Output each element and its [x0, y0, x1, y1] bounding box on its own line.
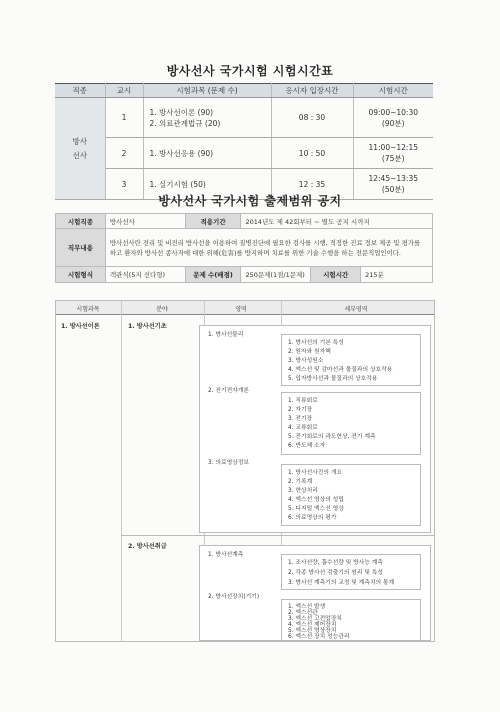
time-duration: (75분) — [381, 154, 405, 163]
time-range: 09:00~10:30 — [368, 107, 418, 117]
area-name: 1. 방사선물리 — [208, 332, 244, 338]
period-label: 적용기간 — [185, 214, 241, 229]
area-name: 3. 의료영상정보 — [208, 460, 249, 466]
schedule-header-row — [55, 84, 433, 98]
job-value: 방사선사 — [105, 214, 185, 229]
subject-line: 1. 실기시험 (50) — [149, 179, 206, 189]
period-value: 2014년도 제 42회부터 ~ 별도 공지 시까지 — [241, 214, 433, 229]
header-period: 교시 — [105, 84, 143, 98]
detail-item: 4. 엑스선 제어장치 — [288, 622, 337, 628]
table-row — [55, 98, 433, 138]
time-duration: (50분) — [381, 185, 405, 194]
detail-item: 3. 방사선 계측기의 교정 및 계측치의 통계 — [288, 580, 395, 586]
time-cell — [353, 98, 433, 138]
detail-item: 5. 전기회로의 과도현상, 전기 계측 — [288, 434, 376, 440]
header-subjects: 시험과목 (문제 수) — [143, 84, 271, 98]
table-row — [56, 267, 433, 283]
period-cell: 3 — [105, 169, 143, 200]
table-row — [56, 229, 433, 267]
detail-item: 2. 원자와 원자핵 — [288, 349, 331, 355]
detail-item: 1. 방사선의 기본 특성 — [288, 340, 344, 346]
scope-notice-title: 방사선사 국가시험 출제범위 공지 — [158, 194, 342, 208]
detail-item: 3. 엑스선 고전압장치 — [288, 616, 343, 622]
period-cell: 1 — [105, 98, 143, 138]
detail-item: 4. 엑스선 영상의 성립 — [288, 497, 344, 503]
time-range: 11:00~12:15 — [368, 143, 418, 152]
area-name: 2. 전기전자개론 — [208, 388, 249, 394]
detail-item: 3. 전기장 — [288, 416, 313, 422]
table-row — [56, 214, 433, 229]
header-job: 직종 — [55, 84, 105, 98]
subject-line: 1. 방사선응용 (90) — [149, 148, 214, 158]
field-name: 2. 방사선취급 — [128, 543, 167, 550]
field-divider — [121, 535, 434, 536]
subjects-cell — [143, 98, 271, 138]
detail-item: 3. 방사성원소 — [288, 358, 324, 364]
time-cell — [353, 138, 433, 169]
header-time: 시험시간 — [353, 84, 433, 98]
detail-item: 4. 교류회로 — [288, 425, 318, 431]
duty-label: 직무내용 — [56, 229, 106, 267]
detail-item: 4. 엑스선 및 감마선과 물질과의 상호작용 — [288, 367, 393, 373]
field-name: 1. 방사선기초 — [128, 323, 167, 330]
detail-item: 1. 조사선량, 흡수선량 및 방사능 계측 — [288, 560, 383, 566]
period-cell: 2 — [105, 138, 143, 169]
time-range: 12:45~13:35 — [368, 174, 418, 183]
header-detail: 세부영역 — [344, 306, 368, 313]
subject-line: 1. 방사선이론 (90) — [149, 107, 214, 117]
detail-item: 5. 디지털 엑스선 영상 — [288, 506, 344, 512]
detail-item: 2. 자기장 — [288, 407, 313, 413]
detail-item: 6. 반도체 소자 — [288, 443, 326, 449]
duty-value: 방사선사란 전리 및 비전리 방사선을 이용하여 질병진단에 필요한 검사를 시행, 적정한 진료 정보 제공 및 평가를 하고 환자와 방사선 종사자에 대한 위해(危害)를 방지하며 치료를 위한 기술 수행을 하는 전문직업인이다. — [105, 229, 432, 267]
subjects-cell — [143, 138, 271, 169]
detail-item: 2. 기록계 — [288, 479, 313, 485]
count-value: 250문제(1점/1문제) — [241, 267, 311, 283]
detail-item: 6. 엑스선 장치 성능관리 — [288, 634, 350, 640]
time-duration: (90분) — [381, 118, 405, 128]
detail-item: 5. 엑스선 영상장치 — [288, 628, 337, 634]
detail-item: 5. 입자방사선과 물질과의 상호작용 — [288, 376, 378, 382]
header-area: 영역 — [235, 306, 247, 313]
header-subject: 시험과목 — [76, 306, 100, 313]
time-value: 215분 — [361, 267, 433, 283]
scope-table — [55, 300, 435, 642]
time-label: 시험시간 — [311, 267, 361, 283]
subject-line: 2. 의료관계법규 (20) — [149, 118, 221, 128]
schedule-title: 방사선사 국가시험 시험시간표 — [166, 64, 334, 78]
entry-cell: 08 : 30 — [271, 98, 353, 138]
detail-item: 1. 방사선사진의 개요 — [288, 470, 343, 476]
entry-cell: 12 : 35 — [271, 169, 353, 200]
schedule-table — [55, 83, 433, 200]
subject-name: 1. 방사선이론 — [61, 323, 100, 330]
entry-cell: 10 : 50 — [271, 138, 353, 169]
count-label: 문제 수(배점) — [185, 267, 241, 283]
format-value: 객관식(5지 선다형) — [105, 267, 185, 283]
format-label: 시험형식 — [56, 267, 106, 283]
detail-item: 1. 엑스선 발생 — [288, 604, 326, 610]
job-cell: 방사 선사 — [55, 98, 105, 200]
area-name: 1. 방사선계측 — [208, 552, 244, 558]
detail-item: 6. 의료영상의 평가 — [288, 515, 337, 521]
area-name: 2. 방사선장치(기기) — [208, 594, 260, 600]
scope-header-row — [56, 301, 434, 315]
header-entry: 응시자 입장시간 — [271, 84, 353, 98]
column-divider — [121, 301, 122, 641]
table-row — [55, 138, 433, 169]
detail-item: 1. 직류회로 — [288, 398, 318, 404]
header-field: 분야 — [156, 306, 168, 313]
detail-item: 2. 각종 방사선 검출기의 원리 및 특성 — [288, 570, 383, 576]
job-label: 시험직종 — [56, 214, 106, 229]
detail-item: 3. 현상처리 — [288, 488, 318, 494]
detail-item: 2. 엑스선관 — [288, 610, 318, 616]
notice-table — [55, 213, 433, 283]
